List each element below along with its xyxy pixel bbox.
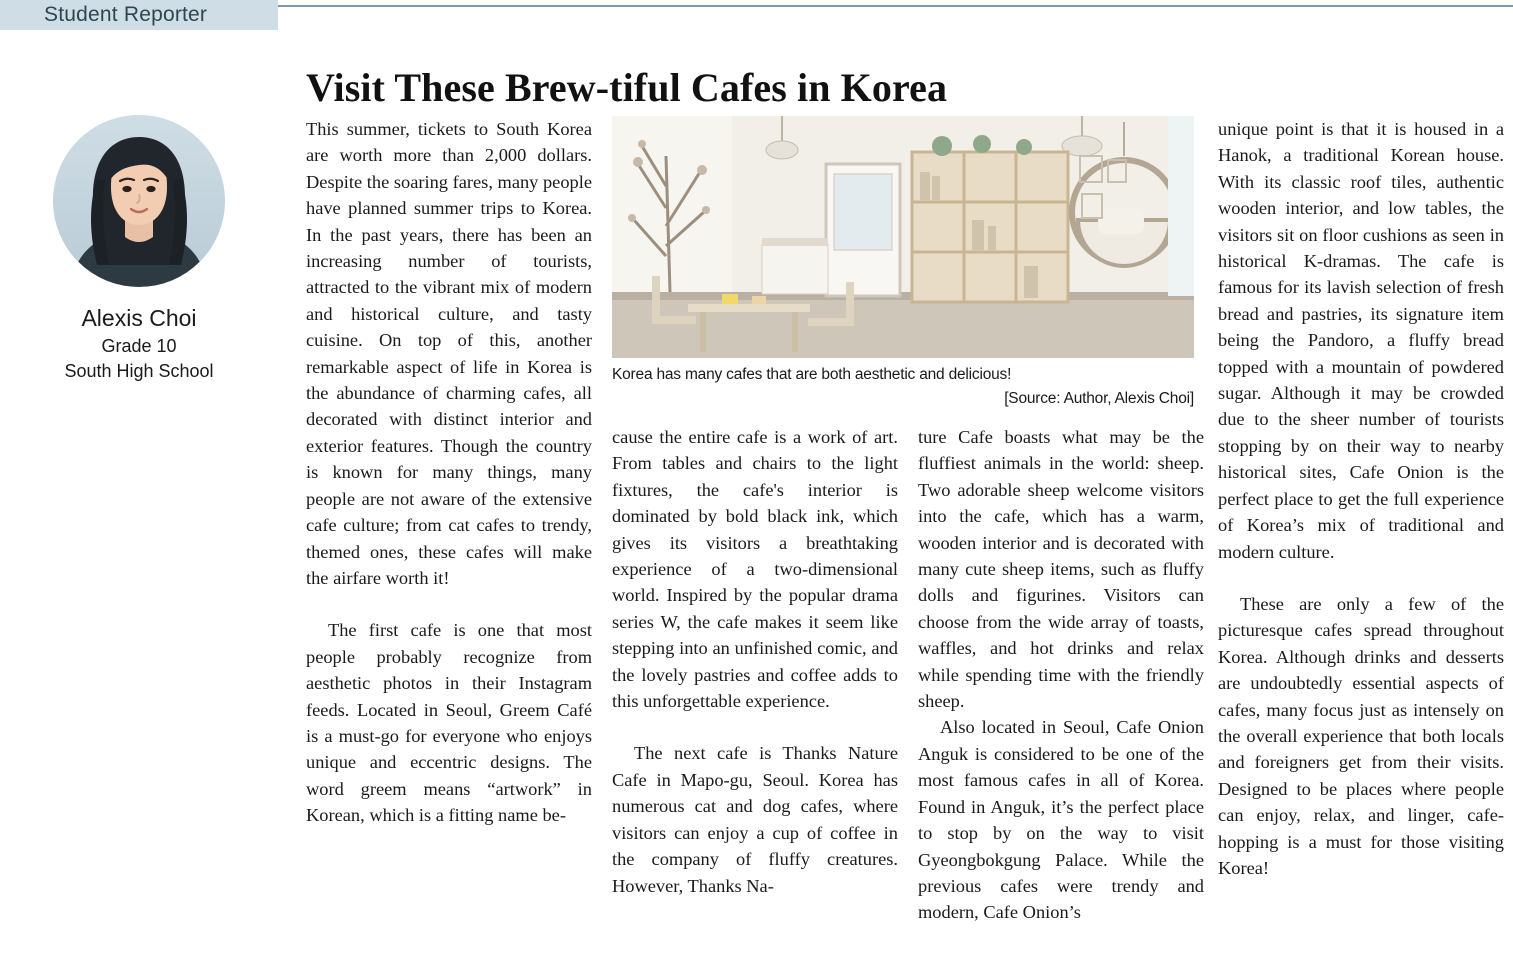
paragraph: The next cafe is Thanks Nature Cafe in Mapo-gu, Seoul. Korea has numerous cat and dog cafes, where visitors can enjoy a cup of coffee in the company of fluffy creatures. However, Thanks Na- — [612, 743, 898, 896]
cafe-interior-photo — [612, 116, 1194, 358]
paragraph: cause the entire cafe is a work of art. From tables and chairs to the light fixtures, the cafe's interior is dominated by bold black ink, which gives its visitors a breathtaking experience of a two-dimensional world. Inspired by the popular drama series W, the cafe makes it seem like stepping into an unfinished comic, and the lovely pastries and coffee adds to this unforgettable experience. — [612, 427, 898, 712]
cafe-interior-illustration — [612, 116, 1194, 358]
body-column-1 — [306, 116, 592, 829]
paragraph-spacer — [306, 591, 592, 617]
paragraph: These are only a few of the picturesque cafes spread throughout Korea. Although drinks and desserts are undoubtedly essential aspects of cafes, many focus just as intensely on the overall experience that both locals and foreigners get from their visits. Designed to be places where people can enjoy, relax, and linger, cafe-hopping is a must for those visiting Korea! — [1218, 593, 1504, 878]
page-title: Visit These Brew-tiful Cafes in Korea — [306, 64, 948, 110]
avatar — [53, 115, 225, 287]
author-name: Alexis Choi — [81, 305, 197, 331]
figure-caption: Korea has many cafes that are both aesthetic and delicious! — [612, 366, 1012, 383]
header-rule — [278, 5, 1513, 7]
section-tag: Student Reporter — [0, 0, 278, 30]
author-school: South High School — [64, 361, 214, 381]
body-column-3 — [918, 424, 1204, 926]
paragraph: unique point is that it is housed in a Hanok, a traditional Korean house. With its classic roof tiles, authentic wooden interior, and low tables, the visitors sit on floor cushions as seen in historical K-dramas. The cafe is famous for its lavish selection of fresh bread and pastries, its signature item being the Pandoro, a fluffy bread topped with a mountain of powdered sugar. Although it may be crowded due to the sheer number of tourists stopping by on their way to nearby historical sites, Cafe Onion is the perfect place to get the full experience of Korea’s mix of traditional and modern culture. — [1218, 119, 1504, 562]
body-column-2 — [612, 424, 898, 899]
author-portrait-icon — [53, 115, 225, 287]
article-figure — [612, 116, 1194, 409]
author-block — [0, 115, 278, 382]
paragraph-spacer — [1218, 565, 1504, 591]
paragraph: The first cafe is one that most people probably recognize from aesthetic photos in their Instagram feeds. Located in Seoul, Greem Café is a must-go for everyone who enjoys unique and eccentric designs. The word greem means “artwork” in Korean, which is a fitting name be- — [306, 620, 592, 826]
author-grade: Grade 10 — [101, 336, 177, 356]
paragraph: ture Cafe boasts what may be the fluffiest animals in the world: sheep. Two adorable sheep welcome visitors into the cafe, which has a warm, wooden interior and is decorated with many cute sheep items, such as fluffy dolls and figurines. Visitors can choose from the wide array of toasts, waffles, and hot drinks and relax while spending time with the friendly sheep. — [918, 427, 1204, 712]
paragraph-spacer — [612, 714, 898, 740]
body-column-4 — [1218, 116, 1504, 881]
paragraph: Also located in Seoul, Cafe Onion Anguk is considered to be one of the most famous cafes in all of Korea. Found in Anguk, it’s the perfect place to stop by on the way to visit Gyeongbokgung Palace. While the previous cafes were trendy and modern, Cafe Onion’s — [918, 717, 1204, 923]
paragraph: This summer, tickets to South Korea are worth more than 2,000 dollars. Despite the soaring fares, many people have planned summer trips to Korea. In the past years, there has been an increasing number of tourists, attracted to the vibrant mix of modern and historical culture, and tasty cuisine. On top of this, another remarkable aspect of life in Korea is the abundance of charming cafes, all decorated with distinct interior and exterior features. Though the country is known for many things, many people are not aware of the extensive cafe culture; from cat cafes to trendy, themed ones, these cafes will make the airfare worth it! — [306, 119, 592, 588]
figure-source: [Source: Author, Alexis Choi] — [1004, 390, 1194, 407]
